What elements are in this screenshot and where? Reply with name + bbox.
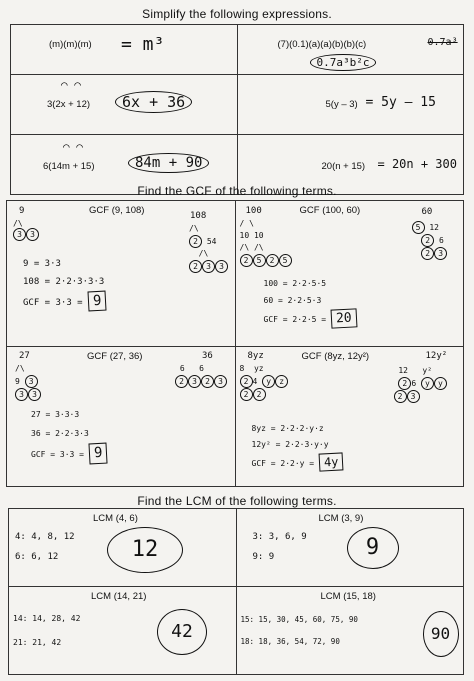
work-line: 9 = 3·3 (23, 259, 61, 269)
factor-tree-root: 36 (202, 351, 213, 361)
problem-text: (7)(0.1)(a)(a)(b)(b)(c) (277, 39, 367, 50)
work-line: GCF = 3·3 = (31, 450, 84, 459)
lcm-cell (9, 509, 237, 587)
work-line: 21: 21, 42 (13, 638, 62, 647)
gcf-cell (7, 347, 236, 487)
gcf-answer: 20 (330, 308, 357, 328)
factor-tree-root: 8yz (247, 351, 264, 361)
problem-label: LCM (15, 18) (320, 591, 376, 602)
factor-tree-root: 12y² (425, 351, 448, 361)
factor-tree-root: 9 (19, 206, 25, 216)
lcm-answer: 90 (423, 611, 459, 657)
work-line: 60 = 2·2·5·3 (263, 296, 322, 305)
section-title-gcf: Find the GCF of the following terms. (137, 184, 337, 198)
gcf-cell (235, 347, 464, 487)
gcf-cell (7, 201, 236, 347)
handwritten-answer: = 20n + 300 (377, 157, 457, 171)
multiples-list (15, 527, 75, 567)
distribution-arrows-icon: ⌒ ⌒ (63, 140, 83, 153)
work-line-gcf (264, 309, 357, 328)
work-line: GCF = 3·3 = (23, 298, 83, 308)
work-line-gcf (252, 453, 344, 472)
distribution-arrows-icon: ⌒ ⌒ (61, 78, 81, 91)
simplify-table (10, 24, 464, 195)
problem-text: 3(2x + 12) (47, 99, 91, 110)
lcm-answer: 42 (157, 609, 207, 655)
problem-label: GCF (8yz, 12y²) (301, 351, 370, 362)
factor-tree-branches: 8 yz 2 4 y z 2 2 (240, 363, 289, 401)
work-line: GCF = 2·2·5 = (263, 315, 327, 324)
work-line: 8yz = 2·2·2·y·z (251, 424, 324, 433)
problem-label: GCF (27, 36) (87, 351, 143, 362)
gcf-answer: 9 (88, 291, 107, 312)
section-title-lcm: Find the LCM of the following terms. (137, 494, 337, 508)
work-line-gcf (23, 291, 106, 312)
problem-label: GCF (9, 108) (89, 205, 145, 216)
lcm-table (8, 508, 464, 675)
problem-text: 20(n + 15) (321, 161, 366, 172)
problem-label: LCM (4, 6) (93, 513, 138, 524)
work-line: 36 = 2·2·3·3 (31, 429, 89, 438)
factor-tree-branches: 6 6 2 3 2 3 (175, 363, 227, 388)
simplify-cell (237, 25, 464, 75)
factor-tree-root: 100 (245, 206, 262, 216)
factor-tree-branches: 12 y² 2 6 y y 2 3 (394, 365, 447, 403)
problem-label: LCM (14, 21) (91, 591, 147, 602)
problem-text: (m)(m)(m) (49, 39, 92, 50)
gcf-cell (235, 201, 464, 347)
factor-tree-branches: /\ 2 54 /\ 2 3 3 (189, 223, 228, 273)
lcm-answer: 9 (347, 527, 399, 569)
work-line: 4: 4, 8, 12 (15, 532, 75, 542)
work-line: 27 = 3·3·3 (31, 410, 80, 419)
handwritten-answer: 84m + 90 (128, 153, 209, 173)
work-line-gcf (31, 443, 107, 464)
section-title-simplify: Simplify the following expressions. (142, 7, 332, 21)
work-line: 18: 18, 36, 54, 72, 90 (240, 637, 340, 646)
gcf-answer: 4y (318, 452, 343, 471)
problem-label: GCF (100, 60) (299, 205, 361, 216)
problem-text: 5(y – 3) (325, 99, 358, 110)
work-line: 12y² = 2·2·3·y·y (251, 440, 329, 449)
simplify-cell (11, 25, 238, 75)
work-line: 9: 9 (252, 552, 275, 562)
work-line: 100 = 2·2·5·5 (263, 279, 327, 288)
problem-text: 6(14m + 15) (43, 161, 95, 172)
handwritten-answer: = 5y – 15 (365, 95, 436, 110)
work-line: 6: 6, 12 (15, 552, 59, 562)
multiples-list (13, 607, 80, 655)
lcm-cell (9, 587, 237, 675)
factor-tree-root: 60 (421, 207, 433, 217)
lcm-cell (236, 509, 464, 587)
factor-tree-leaves: /\ 3 3 (13, 219, 39, 241)
multiples-list (241, 609, 358, 653)
prime-factorization-work (31, 405, 107, 464)
prime-factorization-work (252, 421, 344, 472)
handwritten-answer: = m³ (121, 34, 165, 55)
prime-factorization-work (23, 255, 106, 312)
lcm-answer: 12 (107, 527, 183, 573)
work-line: 15: 15, 30, 45, 60, 75, 90 (240, 615, 358, 624)
crossed-out-work: 0.7a³ (427, 37, 458, 48)
gcf-table (6, 200, 464, 487)
multiples-list (253, 527, 307, 567)
lcm-cell (236, 587, 464, 675)
work-line: 108 = 2·2·3·3·3 (23, 277, 105, 287)
simplify-cell (11, 75, 238, 135)
factor-tree-branches: 5 12 2 6 2 3 (412, 221, 448, 260)
handwritten-answer: 0.7a³b²c (310, 54, 377, 71)
factor-tree-root: 108 (190, 211, 207, 221)
simplify-cell (237, 75, 464, 135)
work-line: 3: 3, 6, 9 (252, 532, 307, 542)
handwritten-answer: 6x + 36 (115, 91, 192, 113)
factor-tree-root: 27 (19, 351, 30, 361)
factor-tree-branches: / \ 10 10 /\ /\ 2 5 2 5 (240, 218, 292, 267)
work-line: GCF = 2·2·y = (251, 459, 315, 468)
gcf-answer: 9 (88, 443, 108, 465)
problem-label: LCM (3, 9) (318, 513, 364, 524)
work-line: 14: 14, 28, 42 (13, 614, 81, 623)
factor-tree-branches: /\ 9 3 3 3 (15, 363, 41, 401)
prime-factorization-work (264, 275, 357, 328)
